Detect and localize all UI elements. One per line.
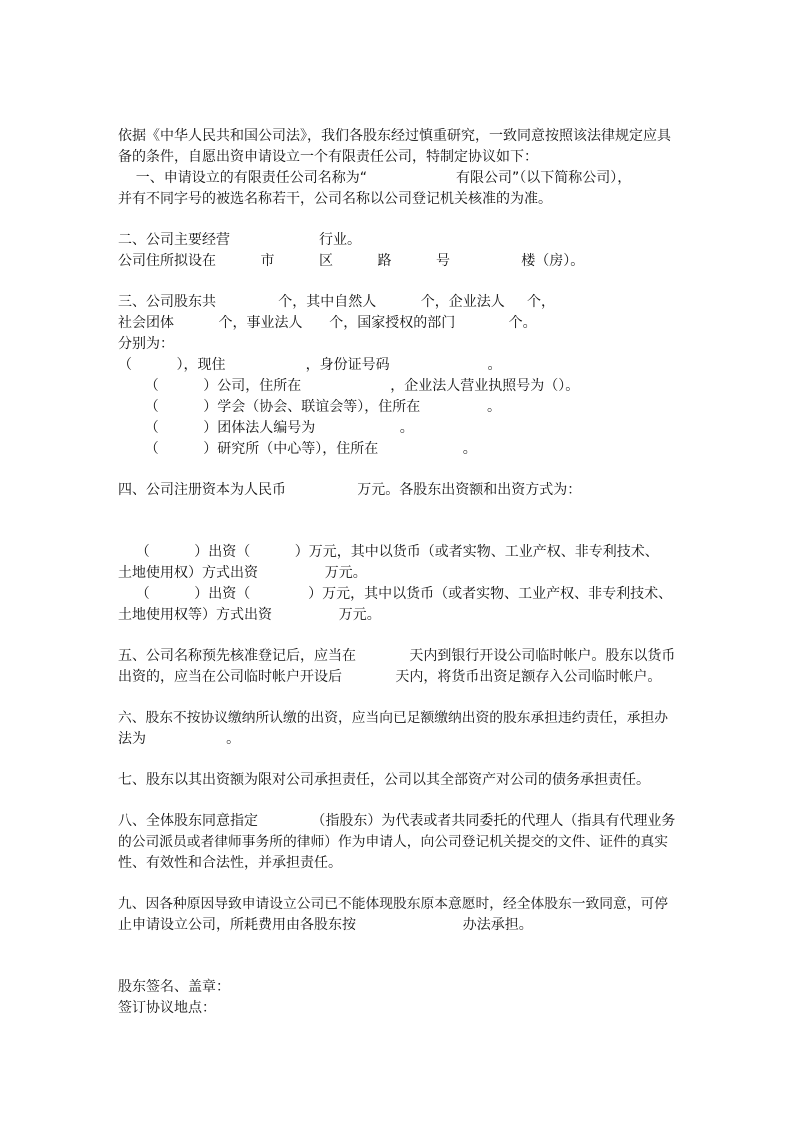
section6-line-2: 法为 。: [118, 731, 241, 747]
signing-location-label: 签订协议地点：: [118, 1000, 216, 1016]
section3-line-1: 三、公司股东共 个，其中自然人 个，企业法人 个，: [118, 294, 556, 310]
section4-line-5: 土地使用权等）方式出资 万元。: [118, 607, 381, 623]
section9-line-1: 九、因各种原因导致申请设立公司已不能体现股东原本意愿时，经全体股东一致同意，可停: [118, 896, 669, 912]
section3-line-4: （ ），现住 ，身份证号码 。: [118, 357, 502, 373]
section4-line-4: （ ）出资（ ）万元，其中以货币（或者实物、工业产权、非专利技术、: [118, 586, 673, 602]
section3-line-6: （ ）学会（协会、联谊会等），住所在 。: [118, 399, 501, 415]
section8-line-3: 性、有效性和合法性，并承担责任。: [118, 855, 342, 871]
section3-line-3: 分别为：: [118, 336, 174, 352]
section1-line-1: 一、申请设立的有限责任公司名称为“ 有限公司”（以下简称公司），: [118, 170, 632, 186]
section4-line-2: （ ）出资（ ）万元，其中以货币（或者实物、工业产权、非专利技术、: [118, 544, 659, 560]
section4-line-3: 土地使用权）方式出资 万元。: [118, 565, 367, 581]
section2-line-1: 二、公司主要经营 行业。: [118, 232, 362, 248]
section5-line-1: 五、公司名称预先核准登记后，应当在 天内到银行开设公司临时帐户。股东以货币: [118, 648, 676, 664]
section4-line-1: 四、公司注册资本为人民币 万元。各股东出资额和出资方式为：: [118, 482, 582, 498]
section9-line-2: 止申请设立公司，所耗费用由各股东按 办法承担。: [118, 917, 533, 933]
intro-line-2: 备的条件，自愿出资申请设立一个有限责任公司，特制定协议如下：: [118, 149, 538, 165]
section5-line-2: 出资的，应当在公司临时帐户开设后 天内，将货币出资足额存入公司临时帐户。: [118, 669, 662, 685]
section3-line-8: （ ）研究所（中心等），住所在 。: [118, 441, 477, 457]
section8-line-2: 的公司派员或者律师事务所的律师）作为申请人，向公司登记机关提交的文件、证件的真实: [118, 834, 669, 850]
section3-line-2: 社会团体 个，事业法人 个，国家授权的部门 个。: [118, 315, 537, 331]
section1-line-2: 并有不同字号的被选名称若干，公司名称以公司登记机关核准的为准。: [118, 191, 552, 207]
section2-line-2: 公司住所拟设在 市 区 路 号 楼（房）。: [118, 253, 585, 269]
section3-line-5: （ ）公司，住所在 ，企业法人营业执照号为（）。: [118, 378, 580, 394]
intro-line-1: 依据《中华人民共和国公司法》，我们各股东经过慎重研究，一致同意按照该法律规定应具: [118, 128, 671, 144]
section6-line-1: 六、股东不按协议缴纳所认缴的出资，应当向已足额缴纳出资的股东承担违约责任，承担办: [118, 710, 669, 726]
section3-line-7: （ ）团体法人编号为 。: [118, 420, 414, 436]
section7-line-1: 七、股东以其出资额为限对公司承担责任，公司以其全部资产对公司的债务承担责任。: [118, 772, 650, 788]
section8-line-1: 八、全体股东同意指定 （指股东）为代表或者共同委托的代理人（指具有代理业务: [118, 813, 676, 829]
signature-label: 股东签名、盖章：: [118, 979, 230, 995]
